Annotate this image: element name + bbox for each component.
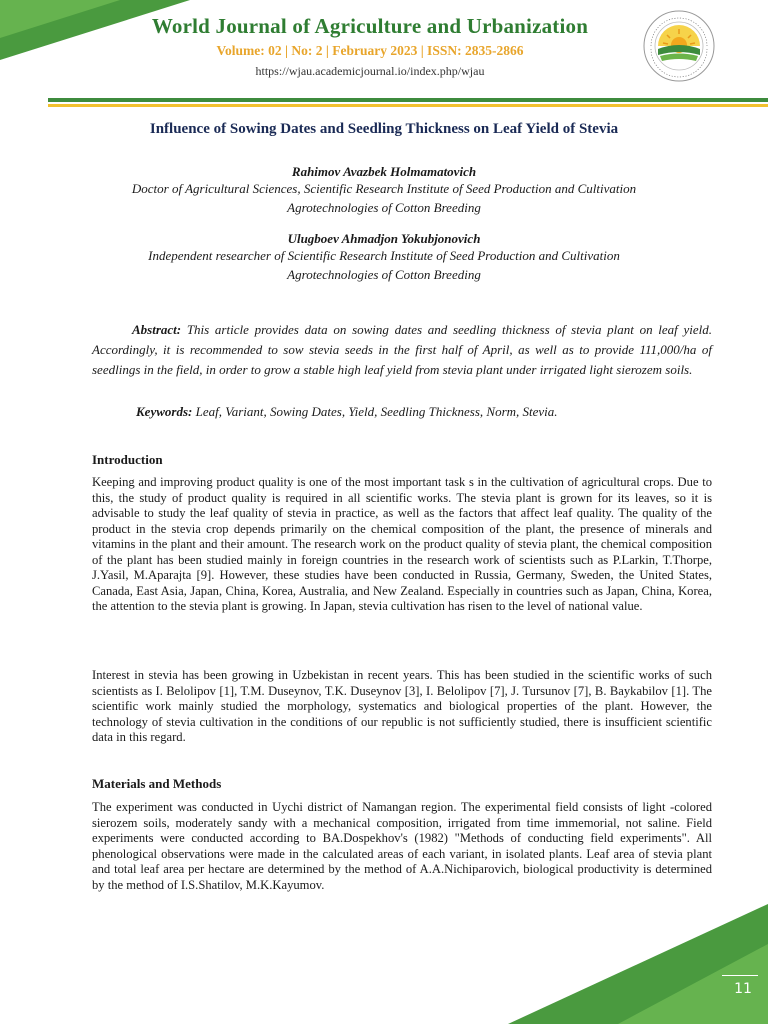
affiliation-line: Independent researcher of Scientific Research Institute of Seed Production and Cultivation [148, 248, 620, 263]
page-number: 11 [734, 981, 752, 997]
header-rule-green [48, 98, 768, 102]
journal-title: World Journal of Agriculture and Urbanization [151, 14, 589, 38]
section-heading-methods: Materials and Methods [92, 776, 222, 791]
journal-volume-info: Volume: 02 | No: 2 | February 2023 | ISSN: 2835-2866 [216, 43, 524, 58]
affiliation-line: Agrotechnologies of Cotton Breeding [287, 200, 481, 215]
journal-logo [642, 9, 716, 83]
paragraph-intro-2: Interest in stevia has been growing in Uzbekistan in recent years. This has been studied in the scientific works of such scientists as I. Belolipov [1], T.M. Duseynov, T.K. Duseynov [3], I. Belolipov [7], J. Tursunov [7], B. Baykabilov [1]. The scientific work mainly studied the morphology, systematics and biological properties of the plant. However, the technology of stevia cultivation in the conditions of our republic is not sufficiently studied, there is insufficient scientific data in this regard. [92, 668, 712, 744]
author-name-1: Rahimov Avazbek Holmamatovich [291, 164, 477, 179]
keywords-text: Leaf, Variant, Sowing Dates, Yield, Seedling Thickness, Norm, Stevia. [195, 404, 558, 419]
section-heading-introduction: Introduction [92, 452, 163, 467]
paragraph-methods-1: The experiment was conducted in Uychi district of Namangan region. The experimental field consists of light -colored sierozem soils, moderately sandy with a mechanical composition, irrigated from time immemorial, not saline. Field experiments were conducted according to BA.Dospekhov's (1982) "Methods of conducting field experiments". All phenological observations were made in the calculated areas of each variant, in isolated plants. Leaf area of stevia plant and total leaf area per hectare are determined by the method of A.A.Nichiparovich, biological productivity is determined by the method of I.S.Shatilov, M.K.Kayumov. [92, 800, 712, 892]
corner-decoration-bottom-right [508, 904, 768, 1024]
keywords [92, 404, 712, 420]
article-title: Influence of Sowing Dates and Seedling Thickness on Leaf Yield of Stevia [149, 121, 619, 137]
abstract [92, 320, 712, 380]
paragraph-intro-1: Keeping and improving product quality is one of the most important task s in the cultivation of agricultural crops. Due to this, the study of product quality is required in all scientific works. The stevia plant is grown for its leaves, so it is advisable to study the leaf quality of stevia in practice, as well as the factors that affect leaf quality. The quality of the product in the stevia crop depends primarily on the chemical composition of the plant, the presence of minerals and vitamins in the plant and their amount. The research work on the product quality of stevia plant, the chemical composition of the plant has been studied mainly in foreign countries in the research work of scientists such as P.Larkin, T.Thorpe, J.Yasil, M.Aparajta [9]. However, these studies have been conducted in Russia, Germany, Sweden, the United States, Canada, East Asia, Japan, China, Korea, Australia, and New Zealand. Especially in countries such as Japan, China, Korea, the attention to the stevia plant is growing. In Japan, stevia cultivation has risen to the level of national value. [92, 475, 712, 613]
keywords-label: Keywords: [136, 404, 193, 419]
header-rule-yellow [48, 104, 768, 107]
affiliation-line: Agrotechnologies of Cotton Breeding [287, 267, 481, 282]
author-affiliation-1 [60, 179, 708, 217]
abstract-text: This article provides data on sowing dates and seedling thickness of stevia plant on leaf yield. Accordingly, it is recommended to sow stevia seeds in the first half of April, as well as to provide 111,000/ha of seedlings in the field, in order to grow a stable high leaf yield from stevia plant under irrigated light sierozem soils. [92, 322, 712, 377]
author-affiliation-2 [60, 246, 708, 284]
journal-url[interactable]: https://wjau.academicjournal.io/index.php/wjau [255, 64, 485, 78]
affiliation-line: Doctor of Agricultural Sciences, Scientific Research Institute of Seed Production and Cultivation [131, 181, 637, 196]
abstract-label: Abstract: [132, 322, 182, 337]
author-name-2: Ulugboev Ahmadjon Yokubjonovich [287, 231, 481, 246]
